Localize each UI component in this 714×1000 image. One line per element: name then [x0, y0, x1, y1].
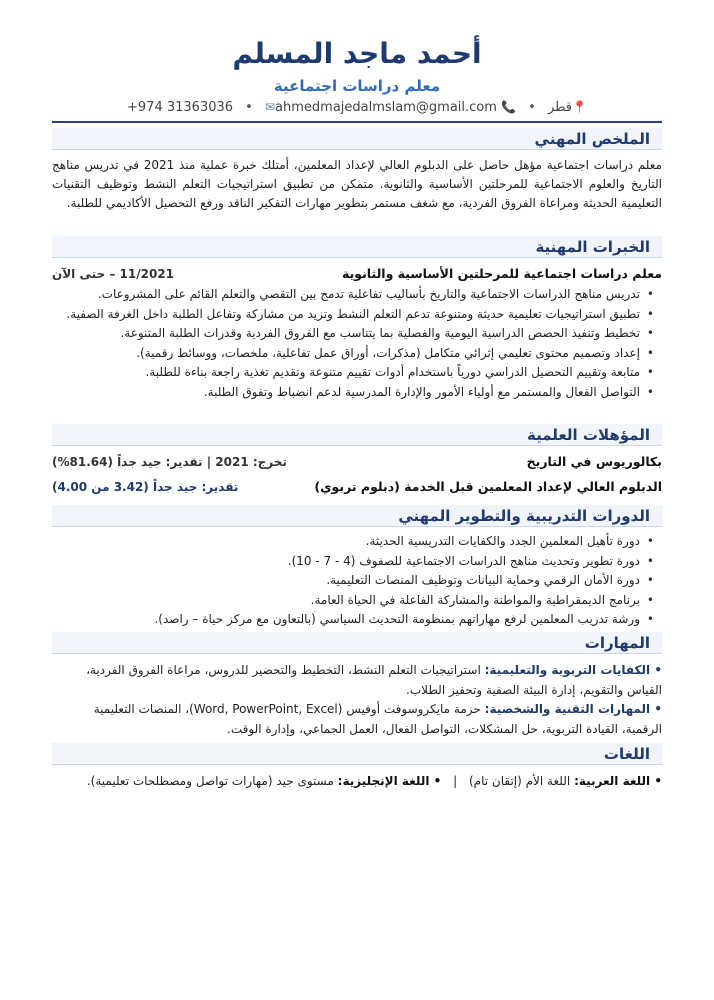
section-training-heading: الدورات التدريبية والتطوير المهني [52, 505, 662, 527]
education-row [52, 477, 662, 497]
training-list [52, 532, 662, 630]
list-item: • دورة تأهيل المعلمين الجدد والكفايات التدريسية الحديثة. [52, 532, 640, 552]
language-level: اللغة الأم (إتقان تام) [468, 774, 571, 788]
language-label: • اللغة العربية: [574, 774, 662, 788]
job-title: معلم دراسات اجتماعية [273, 77, 441, 95]
list-item: • تطبيق استراتيجيات تعليمية حديثة ومتنوعة تدعم التعلم النشط وتزيد من مشاركة وتفاعل الطلبة داخل الغرفة الصفية. [52, 305, 640, 325]
section-skills-heading: المهارات [52, 632, 662, 654]
section-experience-heading: الخبرات المهنية [52, 236, 662, 258]
pin-icon: 📍 [572, 100, 587, 114]
section-education-heading: المؤهلات العلمية [52, 424, 662, 446]
summary-paragraph: معلم دراسات اجتماعية مؤهل حاصل على الدبلوم العالي لإعداد المعلمين، أمتلك خبرة عملية منذ 2021 في تدريس مناهج التاريخ والعلوم الاجتماعية للمرحلتين الأساسية والثانوية. متمكن من تطبيق استراتيجيات التعلم النشط وتوظيف التقنيات التعليمية الحديثة ومراعاة الفروق الفردية، مع شغف مستمر بتطوير مهارات التفكير الناقد ورفع التحصيل الأكاديمي للطلبة. [52, 158, 662, 210]
list-item: • تدريس مناهج الدراسات الاجتماعية والتاريخ بأساليب تفاعلية تدمج بين التقصي والتعلم القائم على المشروعات. [52, 285, 640, 305]
degree-detail: تقدير: جيد جداً (3.42 من 4.00) [52, 480, 239, 494]
language-label: • اللغة الإنجليزية: [337, 774, 442, 788]
language-separator: | [453, 774, 458, 788]
list-item: • دورة الأمان الرقمي وحماية البيانات وتوظيف المنصات التعليمية. [52, 571, 640, 591]
list-item: • متابعة وتقييم التحصيل الدراسي دورياً باستخدام أدوات تقييم متنوعة وتقديم تغذية راجعة بناءة للطلبة. [52, 363, 640, 383]
skill-item [52, 661, 662, 700]
languages-line [52, 771, 662, 791]
envelope-icon: ✉ [264, 100, 276, 114]
experience-row [52, 264, 662, 284]
email[interactable]: ✉ahmedmajedalmslam@gmail.com [264, 100, 497, 115]
degree-detail: تخرج: 2021 | تقدير: جيد جداً (81.64%) [52, 455, 287, 469]
phone-icon: 📞 [501, 100, 517, 114]
skill-label: • الكفايات التربوية والتعليمية: [484, 663, 662, 677]
skill-text: استراتيجيات التعلم النشط، التخطيط والتحضير للدروس، مراعاة الفروق الفردية، القياس والتقويم، إدارة البيئة الصفية وتحفيز الطلاب. [86, 663, 662, 697]
list-item: • دورة تطوير وتحديث مناهج الدراسات الاجتماعية للصفوف (4 - 7 - 10). [52, 552, 640, 572]
section-summary-heading: الملخص المهني [52, 128, 662, 150]
list-item: • ورشة تدريب المعلمين لرفع مهاراتهم بمنظومة التحديث السياسي (بالتعاون مع مركز حياة – راصد). [52, 610, 640, 630]
skill-item [52, 700, 662, 739]
skill-text: حزمة مايكروسوفت أوفيس (Word, PowerPoint, Excel)، المنصات التعليمية الرقمية، القيادة التربوية، حل المشكلات، التواصل الفعال، العمل الجماعي، وإدارة الوقت. [93, 702, 662, 736]
candidate-name: أحمد ماجد المسلم [232, 37, 482, 70]
degree-name: بكالوريوس في التاريخ [526, 454, 662, 469]
contact-separator: • [528, 100, 536, 115]
list-item: • إعداد وتصميم محتوى تعليمي إثرائي متكامل (مذكرات، أوراق عمل تفاعلية، ملخصات، ووسائط رقمية). [52, 344, 640, 364]
skill-label: • المهارات التقنية والشخصية: [484, 702, 662, 716]
header-divider [52, 121, 662, 123]
contact-line [0, 97, 714, 118]
language-level: مستوى جيد (مهارات تواصل ومصطلحات تعليمية). [86, 774, 334, 788]
education-row [52, 452, 662, 472]
phone: 📞 +974 31363036 [127, 100, 517, 115]
list-item: • التواصل الفعال والمستمر مع أولياء الأمور والإدارة المدرسية لدعم انضباط وتفوق الطلبة. [52, 383, 640, 403]
experience-dates: 11/2021 – حتى الآن [52, 267, 174, 281]
location: 📍قطر [547, 100, 587, 115]
experience-bullets [52, 285, 662, 402]
contact-separator: • [245, 100, 253, 115]
list-item: • تخطيط وتنفيذ الحصص الدراسية اليومية والفصلية بما يتناسب مع الفروق الفردية وقدرات الطلبة المتنوعة. [52, 324, 640, 344]
degree-name: الدبلوم العالي لإعداد المعلمين قبل الخدمة (دبلوم تربوي) [314, 479, 662, 494]
experience-role: معلم دراسات اجتماعية للمرحلتين الأساسية والثانوية [341, 266, 662, 281]
section-languages-heading: اللغات [52, 743, 662, 765]
list-item: • برنامج الديمقراطية والمواطنة والمشاركة الفاعلة في الحياة العامة. [52, 591, 640, 611]
